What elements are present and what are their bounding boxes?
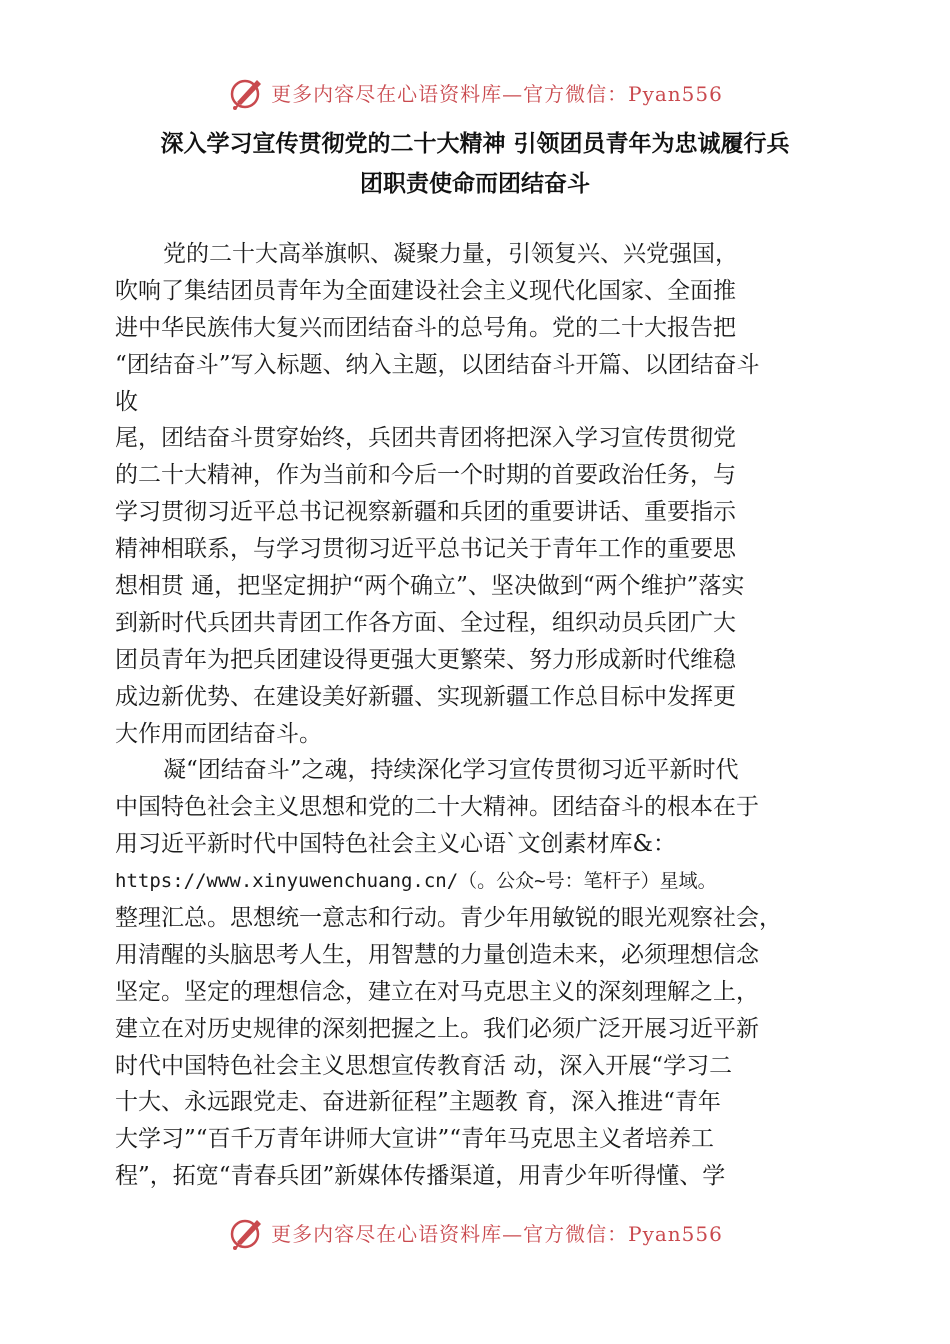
text-line: 十大、永远跟党走、奋进新征程”主题教 育，深入推进“青年 (115, 1089, 721, 1116)
text-line: 吹响了集结团员青年为全面建设社会主义现代化国家、全面推 (115, 277, 736, 304)
title-line-2: 团职责使命而团结奋斗 (360, 171, 590, 197)
text-line: 中国特色社会主义思想和党的二十大精神。团结奋斗的根本在于 (115, 794, 759, 821)
text-line: 学习贯彻习近平总书记视察新疆和兵团的重要讲话、重要指示 (115, 499, 736, 526)
header-watermark (0, 68, 950, 116)
text-line: 成边新优势、在建设美好新疆、实现新疆工作总目标中发挥更 (115, 683, 736, 710)
watermark-text: 更多内容尽在心语资料库—官方微信：Pyan556 (271, 1221, 723, 1246)
text-line: 时代中国特色社会主义思想宣传教育活 动，深入开展“学习二 (115, 1052, 733, 1079)
text-line: 建立在对历史规律的深刻把握之上。我们必须广泛开展习近平新 (115, 1015, 759, 1042)
text-line: 收 (115, 388, 138, 415)
text-line: 用习近平新时代中国特色社会主义心语`文创素材库&： (115, 831, 676, 858)
text-line: 团员青年为把兵团建设得更强大更繁荣、努力形成新时代维稳 (115, 646, 736, 673)
url-line: https://www.xinyuwenchuang.cn/（。公众~号：笔杆子）星域。 (115, 870, 717, 893)
article-body (115, 236, 845, 1195)
text-line: 程”，拓宽“青春兵团”新媒体传播渠道，用青少年听得懂、学 (115, 1163, 726, 1190)
text-line: 整理汇总。思想统一意志和行动。青少年用敏锐的眼光观察社会， (115, 905, 782, 932)
text-line: 精神相联系，与学习贯彻习近平总书记关于青年工作的重要思 (115, 536, 736, 563)
text-line: 的二十大精神，作为当前和今后一个时期的首要政治任务，与 (115, 462, 736, 489)
footer-watermark (0, 1208, 950, 1256)
text-line: 想相贯 通，把坚定拥护“两个确立”、坚决做到“两个维护”落实 (115, 573, 745, 600)
text-line: 坚定。坚定的理想信念，建立在对马克思主义的深刻理解之上， (115, 978, 759, 1005)
text-line: “团结奋斗”写入标题、纳入主题，以团结奋斗开篇、以团结奋斗 (115, 351, 760, 378)
text-line: 尾，团结奋斗贯穿始终，兵团共青团将把深入学习宣传贯彻党 (115, 425, 736, 452)
text-line: 到新时代兵团共青团工作各方面、全过程，组织动员兵团广大 (115, 609, 736, 636)
text-line: 凝“团结奋斗”之魂，持续深化学习宣传贯彻习近平新时代 (163, 757, 739, 784)
text-line: 大学习”“百千万青年讲师大宣讲”“青年马克思主义者培养工 (115, 1126, 715, 1153)
text-line: 进中华民族伟大复兴而团结奋斗的总号角。党的二十大报告把 (115, 314, 736, 341)
title-line-1: 深入学习宣传贯彻党的二十大精神 引领团员青年为忠诚履行兵 (160, 131, 790, 157)
pen-logo-icon (227, 1212, 267, 1252)
watermark-text: 更多内容尽在心语资料库—官方微信：Pyan556 (271, 81, 723, 106)
text-line: 大作用而团结奋斗。 (115, 720, 322, 747)
text-line: 党的二十大高举旗帜、凝聚力量，引领复兴、兴党强国， (163, 241, 738, 267)
text-line: 用清醒的头脑思考人生，用智慧的力量创造未来，必须理想信念 (115, 941, 759, 968)
page-title (60, 124, 890, 204)
pen-logo-icon (227, 72, 267, 112)
